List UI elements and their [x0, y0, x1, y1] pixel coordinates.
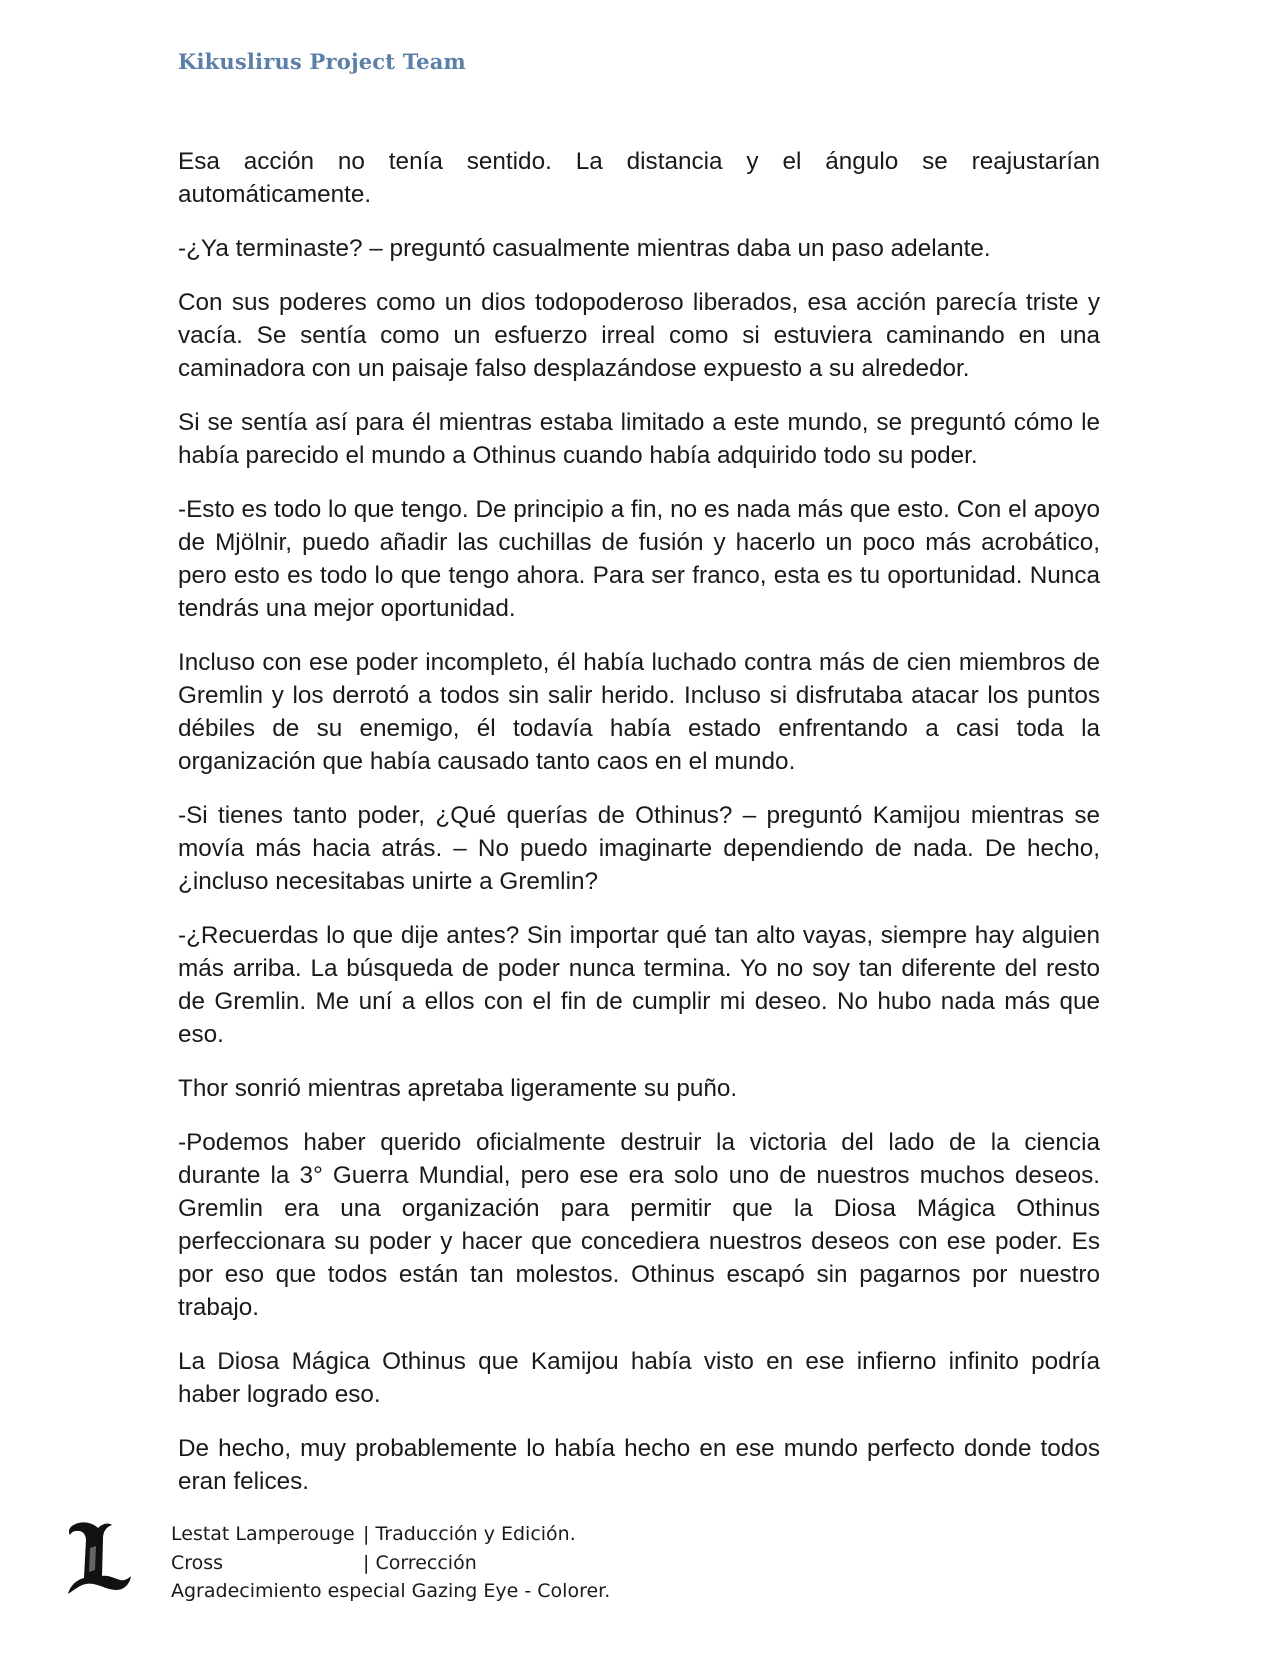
credit-role: | Corrección [363, 1551, 477, 1574]
paragraph: -Esto es todo lo que tengo. De principio a fin, no es nada más que esto. Con el apoyo de Mjölnir, puedo añadir las cuchillas de fusión y hacerlo un poco más acrobático, pero esto es todo lo que tengo ahora. Para ser franco, esta es tu oportunidad. Nunca tendrás una mejor oportunidad. [178, 496, 1100, 622]
paragraph: -¿Recuerdas lo que dije antes? Sin importar qué tan alto vayas, siempre hay alguien más arriba. La búsqueda de poder nunca termina. Yo no soy tan diferente del resto de Gremlin. Me uní a ellos con el fin de cumplir mi deseo. No hubo nada más que eso. [178, 922, 1100, 1048]
document-body [178, 145, 1100, 1519]
paragraph: Con sus poderes como un dios todopoderoso liberados, esa acción parecía triste y vacía. Se sentía como un esfuerzo irreal como si estuviera caminando en una caminadora con un paisaje falso desplazándose expuesto a su alrededor. [178, 289, 1100, 382]
credit-name: Cross [171, 1551, 224, 1574]
paragraph: Si se sentía así para él mientras estaba limitado a este mundo, se preguntó cómo le había parecido el mundo a Othinus cuando había adquirido todo su poder. [178, 409, 1100, 469]
paragraph: -Si tienes tanto poder, ¿Qué querías de Othinus? – preguntó Kamijou mientras se movía más hacia atrás. – No puedo imaginarte dependiendo de nada. De hecho, ¿incluso necesitabas unirte a Gremlin? [178, 802, 1100, 895]
special-thanks: Agradecimiento especial Gazing Eye - Colorer. [171, 1580, 611, 1602]
paragraph: Thor sonrió mientras apretaba ligeramente su puño. [178, 1075, 738, 1102]
credit-role: | Traducción y Edición. [363, 1523, 576, 1545]
page-header-title: Kikuslirus Project Team [178, 49, 466, 74]
gothic-letter-l-icon [62, 1518, 134, 1598]
paragraph: De hecho, muy probablemente lo había hecho en ese mundo perfecto donde todos eran felices. [178, 1435, 1100, 1495]
credit-name: Lestat Lamperouge [171, 1523, 355, 1545]
paragraph: -¿Ya terminaste? – preguntó casualmente mientras daba un paso adelante. [178, 235, 991, 262]
paragraph: Esa acción no tenía sentido. La distancia y el ángulo se reajustarían automáticamente. [178, 148, 1100, 208]
paragraph: La Diosa Mágica Othinus que Kamijou había visto en ese infierno infinito podría haber logrado eso. [178, 1348, 1100, 1408]
gothic-l-logo-graphic [62, 1518, 134, 1598]
paragraph: -Podemos haber querido oficialmente destruir la victoria del lado de la ciencia durante la 3° Guerra Mundial, pero ese era solo uno de nuestros muchos deseos. Gremlin era una organización para permitir que la Diosa Mágica Othinus perfeccionara su poder y hacer que concediera nuestros deseos con ese poder. Es por eso que todos están tan molestos. Othinus escapó sin pagarnos por nuestro trabajo. [178, 1129, 1100, 1321]
paragraph: Incluso con ese poder incompleto, él había luchado contra más de cien miembros de Gremlin y los derrotó a todos sin salir herido. Incluso si disfrutaba atacar los puntos débiles de su enemigo, él todavía había estado enfrentando a casi toda la organización que había causado tanto caos en el mundo. [178, 649, 1100, 775]
credit-row [171, 1520, 610, 1549]
footer-credits [171, 1520, 610, 1606]
credit-row [171, 1549, 610, 1578]
